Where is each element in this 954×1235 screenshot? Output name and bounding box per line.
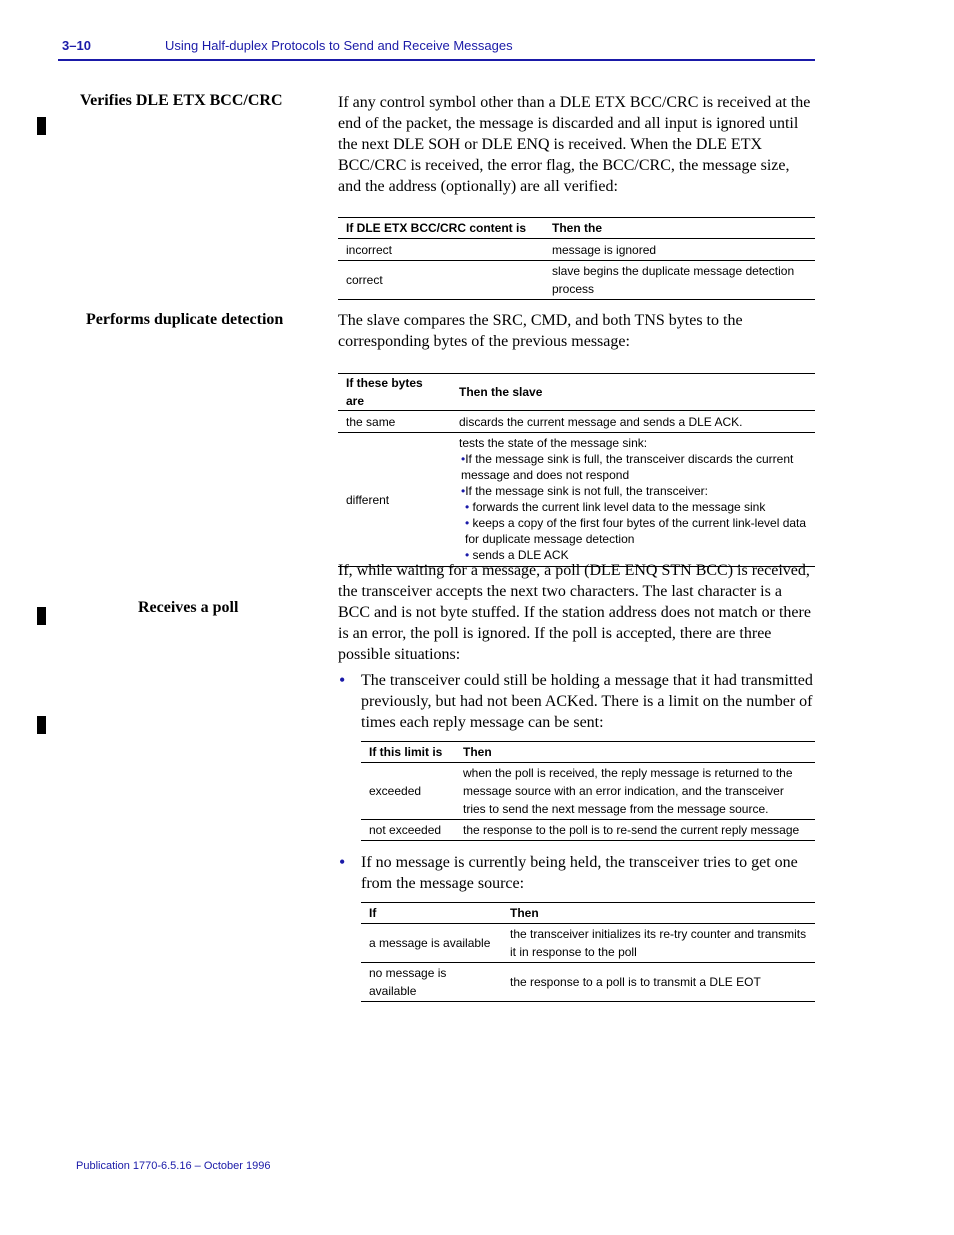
change-bar — [37, 716, 46, 734]
table-cell: exceeded — [361, 763, 455, 820]
bullet-item — [339, 670, 815, 733]
list-item-text: If the message sink is full, the transceiver discards the current message and does not respond — [461, 452, 794, 482]
verifies-text: If any control symbol other than a DLE ETX BCC/CRC is received at the end of the packet, the message is discarded and all input is ignored until the next DLE SOH or DLE ENQ is received. When the DLE ETX BCC/CRC is received, the error flag, the BCC/CRC, the message size, and the address (optionally) are all verified: — [338, 94, 811, 195]
bullet-item — [339, 852, 815, 894]
bullet-icon: • — [465, 516, 473, 530]
table-header: Then the slave — [451, 374, 815, 411]
table-cell: discards the current message and sends a DLE ACK. — [451, 411, 815, 433]
table-header: Then the — [544, 218, 815, 239]
change-bar — [37, 607, 46, 625]
table-cell: slave begins the duplicate message detection process — [544, 261, 815, 300]
table-cell: incorrect — [338, 239, 544, 261]
message-table — [361, 902, 815, 1002]
bullet-icon: • — [465, 548, 473, 562]
bullet-icon: • — [339, 670, 346, 690]
table-cell: different — [338, 433, 451, 567]
table-header: If these bytes are — [338, 374, 451, 411]
section-heading-verifies: Verifies DLE ETX BCC/CRC — [80, 92, 283, 109]
verifies-paragraph — [338, 92, 816, 197]
duplicate-table — [338, 373, 815, 567]
poll-text: If, while waiting for a message, a poll (DLE ENQ STN BCC) is received, the transceiver accepts the next two characters. The last character is a BCC and is not byte stuffed. If the station address does not match or there is an error, the poll is ignored. If the poll is accepted, there are three possible situations: — [338, 562, 811, 663]
section-heading-duplicate: Performs duplicate detection — [86, 311, 284, 328]
list-item-text: sends a DLE ACK — [472, 548, 569, 562]
table-row — [338, 261, 815, 300]
list-item — [459, 451, 807, 483]
table-header: If this limit is — [361, 742, 455, 763]
table-cell: the same — [338, 411, 451, 433]
table-cell — [451, 433, 815, 567]
bullet-icon: • — [461, 484, 466, 498]
table-row — [338, 411, 815, 433]
list-item-text: If the message sink is not full, the transceiver: — [465, 484, 708, 498]
change-bar — [37, 117, 46, 135]
table-header: If DLE ETX BCC/CRC content is — [338, 218, 544, 239]
table-row — [361, 763, 815, 820]
list-item-text: keeps a copy of the first four bytes of the current link-level data for duplicate message detection — [465, 516, 807, 546]
table-row — [361, 820, 815, 841]
table-cell: the response to a poll is to transmit a DLE EOT — [502, 963, 815, 1002]
bullet-icon: • — [461, 452, 466, 466]
cell-intro: tests the state of the message sink: — [459, 436, 648, 450]
list-item — [459, 515, 807, 547]
list-item — [459, 483, 807, 499]
table-cell: the transceiver initializes its re-try counter and transmits it in response to the poll — [502, 924, 815, 963]
list-item — [459, 499, 807, 515]
list-item-text: forwards the current link level data to the message sink — [472, 500, 766, 514]
page-number: 3–10 — [62, 38, 91, 53]
bullet-text: If no message is currently being held, the transceiver tries to get one from the message source: — [361, 854, 798, 892]
bullet-icon: • — [465, 500, 473, 514]
table-row — [338, 433, 815, 567]
table-cell: a message is available — [361, 924, 502, 963]
table-cell: message is ignored — [544, 239, 815, 261]
poll-paragraph — [338, 560, 816, 665]
publication-footer: Publication 1770-6.5.16 – October 1996 — [76, 1160, 271, 1172]
chapter-title: Using Half-duplex Protocols to Send and Receive Messages — [165, 38, 513, 53]
duplicate-paragraph — [338, 310, 808, 352]
table-cell: the response to the poll is to re-send the current reply message — [455, 820, 815, 841]
table-row — [338, 239, 815, 261]
section-heading-poll: Receives a poll — [138, 599, 239, 616]
bullet-text: The transceiver could still be holding a message that it had transmitted previously, but had not been ACKed. There is a limit on the number of times each reply message can be sent: — [361, 672, 813, 731]
verifies-table — [338, 217, 815, 300]
table-row — [361, 963, 815, 1002]
bullet-icon: • — [339, 852, 346, 872]
page-header — [58, 36, 815, 61]
table-cell: correct — [338, 261, 544, 300]
table-cell: not exceeded — [361, 820, 455, 841]
table-header: If — [361, 903, 502, 924]
table-header: Then — [502, 903, 815, 924]
duplicate-text: The slave compares the SRC, CMD, and both TNS bytes to the corresponding bytes of the previous message: — [338, 312, 743, 350]
table-cell: when the poll is received, the reply message is returned to the message source with an error indication, and the transceiver tries to send the next message from the message source. — [455, 763, 815, 820]
limit-table — [361, 741, 815, 841]
table-header: Then — [455, 742, 815, 763]
table-row — [361, 924, 815, 963]
table-cell: no message is available — [361, 963, 502, 1002]
